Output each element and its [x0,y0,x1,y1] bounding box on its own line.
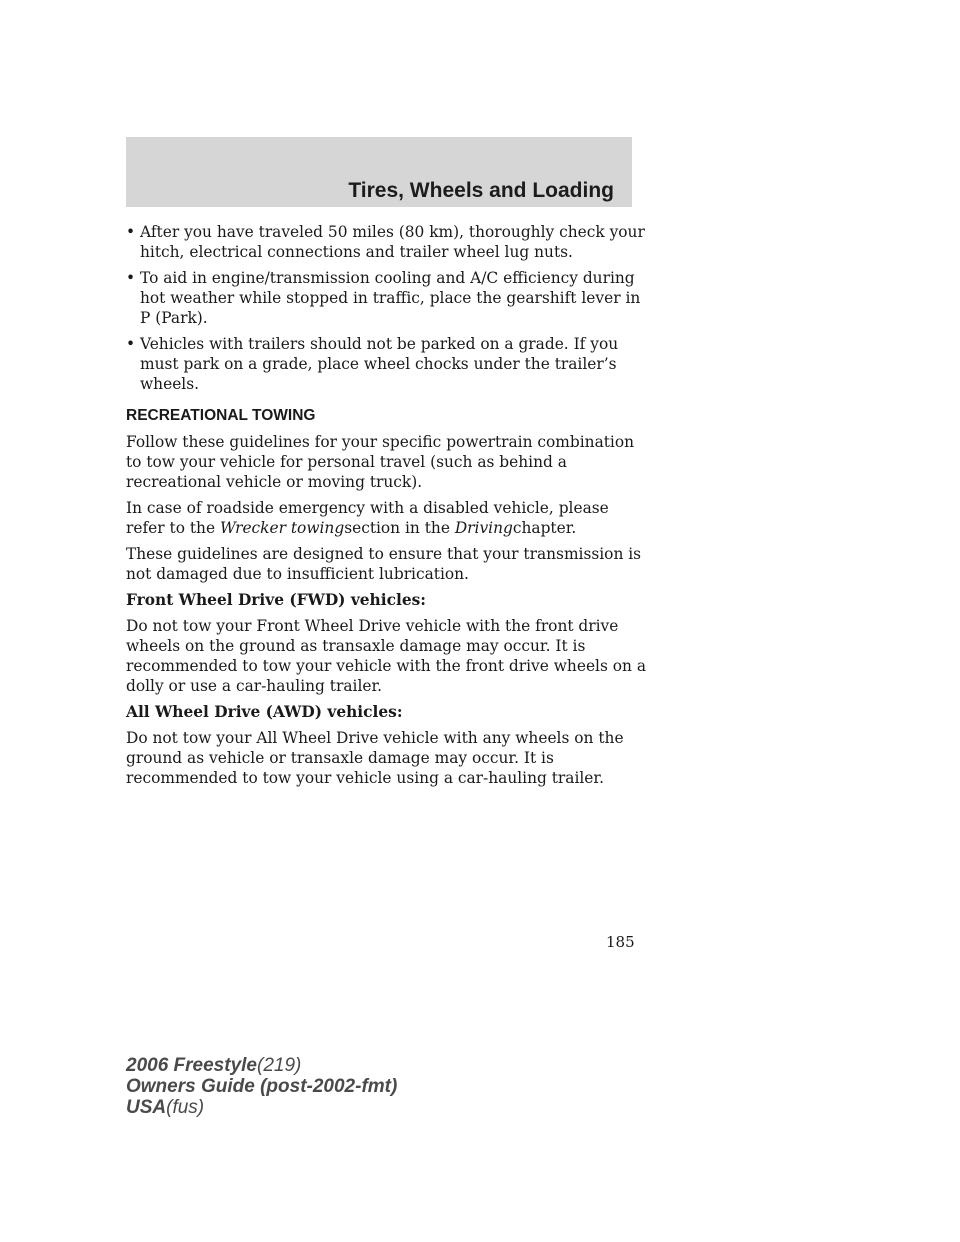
bullet-marker: • [126,269,136,287]
bullet-text: After you have traveled 50 miles (80 km), thoroughly check your hitch, electrical connections and trailer wheel lug nuts. [140,223,645,261]
list-item [126,268,646,328]
awd-heading: All Wheel Drive (AWD) vehicles: [126,703,403,721]
paragraph-lubrication: These guidelines are designed to ensure that your transmission is not damaged due to insufficient lubrication. [126,545,642,583]
footer-region: USA [126,1097,167,1118]
footer-region-code: (fus) [166,1097,205,1118]
paragraph-awd: Do not tow your All Wheel Drive vehicle with any wheels on the ground as vehicle or transaxle damage may occur. It is recommended to tow your vehicle using a car-hauling trailer. [126,729,624,787]
list-item [126,334,646,394]
bullet-text: To aid in engine/transmission cooling and A/C efficiency during hot weather while stopped in traffic, place the gearshift lever in P (Park). [140,269,641,327]
page-content [126,222,646,794]
page-number: 185 [606,933,635,951]
fwd-heading: Front Wheel Drive (FWD) vehicles: [126,591,426,609]
document-footer [126,1055,397,1118]
roadside-text-2: section in the [344,519,450,537]
bullet-marker: • [126,223,136,241]
recreational-towing-heading: RECREATIONAL TOWING [126,407,316,424]
paragraph-fwd: Do not tow your Front Wheel Drive vehicle with the front drive wheels on the ground as transaxle damage may occur. It is recommended to tow your vehicle with the front drive wheels on a dolly or use a car-hauling trailer. [126,617,647,695]
list-item [126,222,646,262]
bullet-text: Vehicles with trailers should not be parked on a grade. If you must park on a grade, place wheel chocks under the trailer’s wheels. [140,335,619,393]
roadside-text-3: chapter. [512,519,577,537]
roadside-text-1: In case of roadside emergency with a disabled vehicle, please refer to the [126,499,609,537]
footer-guide: Owners Guide (post-2002-fmt) [126,1076,398,1097]
bullet-marker: • [126,335,136,353]
driving-chapter-ref: Driving [454,519,513,537]
paragraph-guidelines: Follow these guidelines for your specific powertrain combination to tow your vehicle for personal travel (such as behind a recreational vehicle or moving truck). [126,433,635,491]
paragraph-roadside [126,498,646,538]
wrecker-towing-ref: Wrecker towing [219,519,345,537]
footer-model: 2006 Freestyle [126,1055,257,1076]
section-header-band [126,137,632,207]
footer-model-code: (219) [257,1055,302,1076]
section-title: Tires, Wheels and Loading [348,179,614,202]
